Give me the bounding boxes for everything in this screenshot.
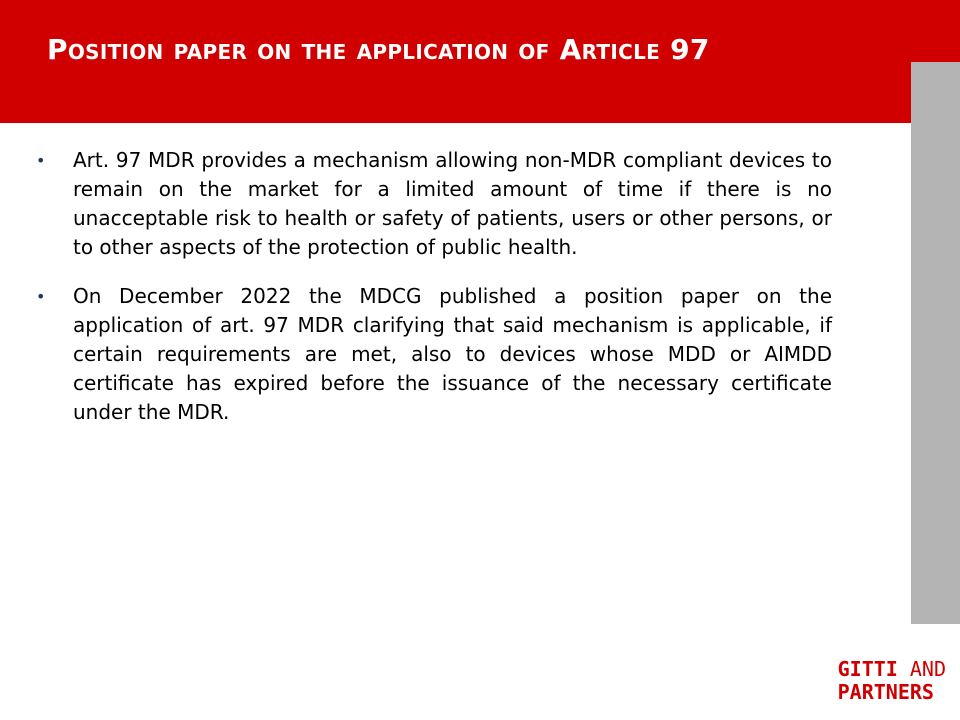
- bullet-marker: •: [36, 287, 46, 306]
- bullet-item: [36, 146, 832, 262]
- logo-and: AND: [897, 657, 946, 681]
- bullet-text: Art. 97 MDR provides a mechanism allowing non-MDR compliant devices to remain on the market for a limited amount of time if there is no unacceptable risk to health or safety of patients, users or other persons, or to other aspects of the protection of public health.: [73, 148, 832, 259]
- side-decoration-bar: [911, 62, 960, 624]
- bullet-item: [36, 282, 832, 427]
- logo-name: GITTI: [837, 657, 898, 681]
- logo-line-2: PARTNERS: [837, 680, 934, 704]
- bullet-text: On December 2022 the MDCG published a position paper on the application of art. 97 MDR clarifying that said mechanism is applicable, if certain requirements are met, also to devices whose MDD or AIMDD certificate has expired before the issuance of the necessary certificate under the MDR.: [73, 284, 832, 424]
- bullet-marker: •: [36, 151, 46, 170]
- slide-title: Position paper on the application of Article 97: [47, 33, 710, 66]
- bullet-list: [36, 146, 832, 447]
- logo-line-1: [838, 658, 946, 681]
- firm-logo: [838, 658, 946, 704]
